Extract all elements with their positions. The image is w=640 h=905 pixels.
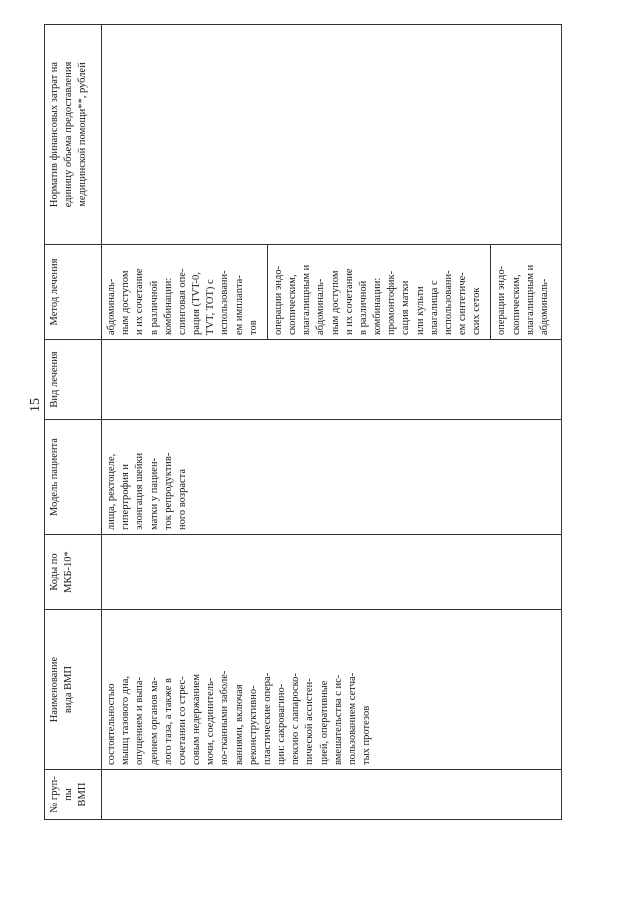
text-line: № груп- — [49, 776, 60, 813]
text-line: ем синтетиче- — [457, 272, 469, 335]
text-line: сация матки — [400, 280, 412, 335]
method-block — [105, 249, 261, 335]
text-line: Метод лечения — [49, 258, 60, 326]
text-line: ток репродуктив- — [162, 452, 174, 530]
header-codes — [45, 535, 102, 610]
text-line: пической ассистен- — [304, 678, 316, 765]
header-group — [45, 770, 102, 820]
text-line: мочи, соединитель- — [205, 677, 217, 765]
text-line: слинговая опе- — [176, 268, 188, 335]
text-line: ем имплanта- — [233, 275, 245, 335]
text-line: мышц тазового дна, — [120, 675, 132, 765]
text-line: пексию с лапароско- — [290, 673, 302, 765]
text-line: и их сочетание — [343, 268, 355, 335]
text-line: абдоминаль- — [106, 278, 117, 335]
text-line: ного возраста — [176, 468, 188, 530]
text-line: лого таза, а также в — [162, 678, 174, 765]
text-line: реконструктивно- — [247, 685, 259, 765]
text-line: совым недержанием — [191, 673, 203, 765]
text-line: влагалища с — [428, 280, 440, 335]
text-line: пластические опера- — [261, 672, 273, 765]
table-row — [102, 25, 562, 820]
text-line: влагалищным и — [524, 264, 536, 335]
text-line: и их сочетание — [134, 268, 146, 335]
header-type — [45, 340, 102, 420]
text-line: пользованием сетча- — [346, 672, 358, 765]
cell-norm — [102, 25, 562, 245]
cell-type — [102, 340, 562, 420]
method-block — [490, 245, 552, 339]
header-model — [45, 420, 102, 535]
text-line: тых протезов — [361, 705, 373, 765]
text-line: вида ВМП — [63, 665, 75, 714]
text-line: ции: сакровагино- — [276, 683, 288, 765]
text-line: TVT, TOT) с — [205, 279, 217, 335]
text-line: использовани- — [219, 270, 231, 335]
text-line: но-тканными заболе- — [219, 670, 231, 765]
text-line: абдоминаль- — [538, 278, 550, 335]
text-line: ным доступом — [329, 270, 341, 335]
rotated-table-wrapper — [44, 25, 554, 820]
text-line: МКБ-10* — [63, 551, 75, 593]
text-line: тов — [247, 320, 259, 335]
text-line: единицу объема предоставления — [63, 61, 75, 208]
text-line: медицинской помощи**, рублей — [77, 62, 89, 207]
header-norm — [45, 25, 102, 245]
text-line: ным доступом — [120, 270, 132, 335]
text-line: матки у пациен- — [148, 457, 160, 530]
text-line: ваниями, включая — [233, 684, 245, 765]
text-line: вмешательства с ис- — [332, 674, 344, 765]
header-name — [45, 610, 102, 770]
text-line: операции эндо- — [496, 265, 508, 335]
text-line: ских сеток — [471, 287, 483, 335]
text-line: Норматив финансовых затрат на — [49, 61, 60, 208]
text-line: скопическим, — [510, 274, 522, 335]
text-line: Модель пациента — [49, 438, 60, 516]
text-line: влагалищным и — [301, 264, 313, 335]
vmp-table — [44, 24, 562, 820]
text-line: дением органов ма- — [148, 677, 160, 765]
text-line: скопическим, — [287, 274, 299, 335]
text-line: Вид лечения — [49, 351, 60, 408]
text-line: лища, ректоцеле, — [106, 453, 117, 530]
text-line: Коды по — [49, 553, 60, 591]
method-block — [267, 245, 485, 339]
text-line: Наименование — [49, 656, 60, 723]
text-line: цией, оперативные — [318, 680, 330, 765]
text-line: ВМП — [77, 782, 89, 807]
header-row — [45, 25, 102, 820]
text-line: пы — [63, 788, 75, 801]
cell-name — [102, 610, 562, 770]
text-line: абдоминаль- — [315, 278, 327, 335]
text-line: в различной — [357, 280, 369, 335]
text-line: состоятельностью — [106, 683, 117, 765]
text-line: операции эндо- — [272, 265, 284, 335]
text-line: комбинации: — [372, 277, 384, 335]
text-line: рация (TVT-0, — [191, 272, 203, 335]
cell-group — [102, 770, 562, 820]
text-line: использовани- — [442, 270, 454, 335]
cell-codes — [102, 535, 562, 610]
page-number: 15 — [28, 398, 43, 412]
text-line: гипертрофия и — [120, 463, 132, 530]
cell-model — [102, 420, 562, 535]
text-line: в различной — [148, 280, 160, 335]
text-line: промонтофик- — [386, 270, 398, 335]
text-line: сочетании со стрес- — [176, 676, 188, 765]
text-line: комбинации: — [162, 277, 174, 335]
text-line: элонгация шейки — [134, 452, 146, 530]
header-method — [45, 245, 102, 340]
cell-method — [102, 245, 562, 340]
text-line: опущением и выпа- — [134, 676, 146, 765]
text-line: или культи — [414, 286, 426, 335]
